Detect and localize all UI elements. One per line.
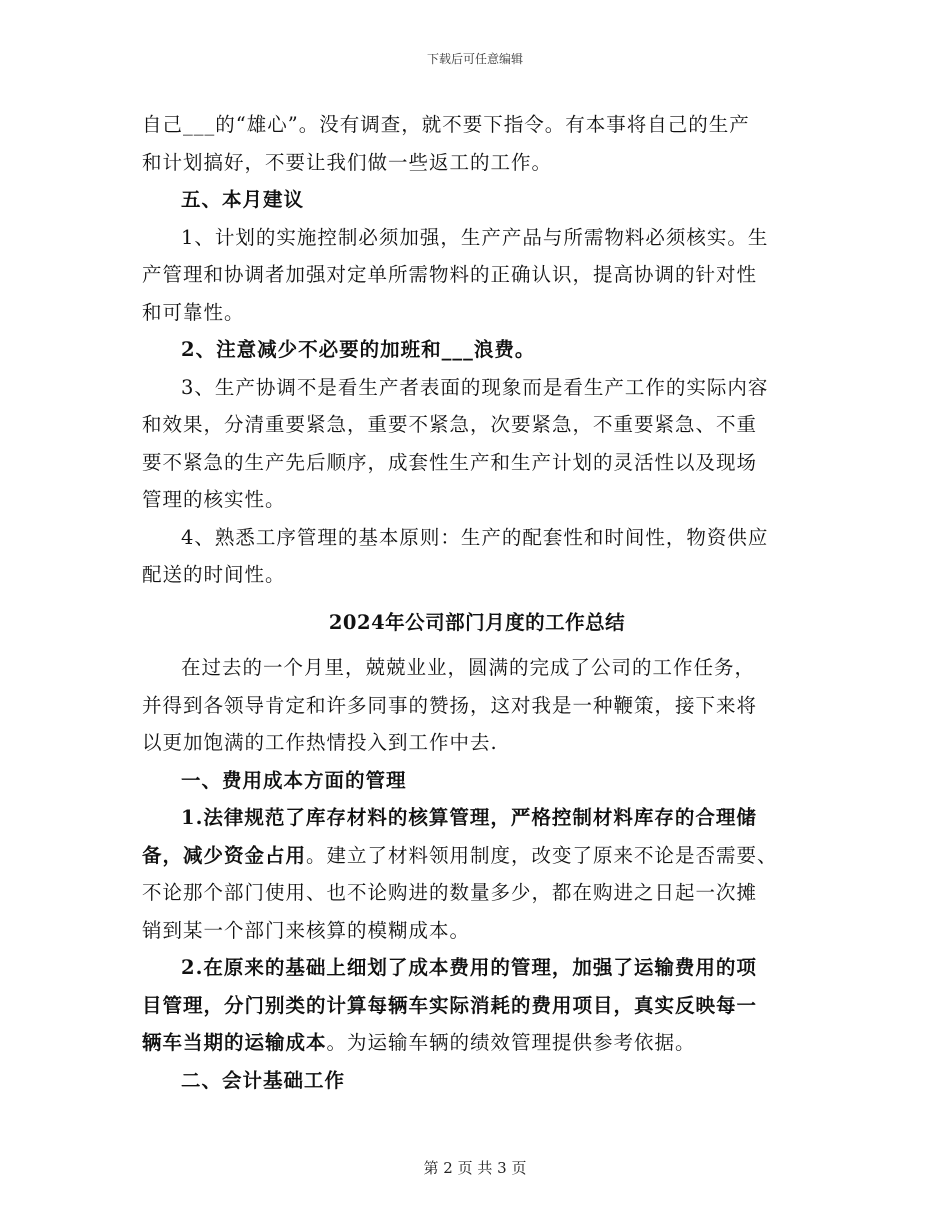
section-heading-1: 一、费用成本方面的管理 [181, 768, 407, 792]
item-1-line: 销到某一个部门来核算的模糊成本。 [142, 918, 471, 942]
item-2-line: 2.在原来的基础上细划了成本费用的管理，加强了运输费用的项 [181, 956, 757, 979]
paragraph-line: 和计划搞好，不要让我们做一些返工的工作。 [142, 150, 553, 174]
document-title: 2024年公司部门月度的工作总结 [328, 610, 626, 634]
suggestion-4-line: 4、熟悉工序管理的基本原则：生产的配套性和时间性，物资供应 [181, 525, 769, 549]
document-body [142, 106, 812, 1099]
item-1-bold-text: 备，减少资金占用 [142, 843, 307, 867]
item-2-line: 目管理，分门别类的计算每辆车实际消耗的费用项目，真实反映每一 [142, 993, 758, 1017]
suggestion-3-line: 和效果，分清重要紧急，重要不紧急，次要紧急，不重要紧急、不重 [142, 413, 758, 436]
section-heading-2: 二、会计基础工作 [181, 1068, 346, 1092]
suggestion-3-line: 3、生产协调不是看生产者表面的现象而是看生产工作的实际内容 [181, 375, 769, 399]
page-number: 第 2 页 共 3 页 [423, 1159, 527, 1177]
suggestion-3-line: 管理的核实性。 [142, 488, 286, 511]
page-header-note: 下载后可任意编辑 [426, 52, 523, 66]
item-2-bold-text: 辆车当期的运输成本 [142, 1031, 327, 1054]
intro-line: 并得到各领导肯定和许多同事的赞扬，这对我是一种鞭策，接下来将 [142, 693, 758, 717]
intro-line: 在过去的一个月里，兢兢业业，圆满的完成了公司的工作任务， [181, 656, 756, 679]
paragraph-line: 自己___的“雄心”。没有调查，就不要下指令。有本事将自己的生产 [142, 113, 750, 136]
suggestion-3-line: 要不紧急的生产先后顺序，成套性生产和生产计划的灵活性以及现场 [142, 450, 758, 474]
item-1-text: 。建立了材料领用制度，改变了原来不论是否需要、 [306, 843, 778, 867]
item-2-text: 。为运输车辆的绩效管理提供参考依据。 [326, 1031, 696, 1054]
suggestion-4-line: 配送的时间性。 [142, 563, 286, 586]
item-1-line: 1.法律规范了库存材料的核算管理，严格控制材料库存的合理储 [181, 806, 757, 829]
item-1-line: 不论那个部门使用、也不论购进的数量多少，都在购进之日起一次摊 [142, 881, 758, 904]
item-1-line [142, 837, 812, 875]
suggestion-2: 2、注意减少不必要的加班和___浪费。 [181, 338, 536, 361]
intro-line: 以更加饱满的工作热情投入到工作中去. [142, 731, 498, 754]
suggestion-1-line: 产管理和协调者加强对定单所需物料的正确认识，提高协调的针对性 [142, 263, 758, 286]
suggestion-1-line: 和可靠性。 [142, 300, 245, 324]
suggestion-1-line: 1、计划的实施控制必须加强，生产产品与所需物料必须核实。生 [181, 225, 769, 249]
item-2-line [142, 1024, 812, 1062]
section-heading-5: 五、本月建议 [181, 188, 305, 211]
